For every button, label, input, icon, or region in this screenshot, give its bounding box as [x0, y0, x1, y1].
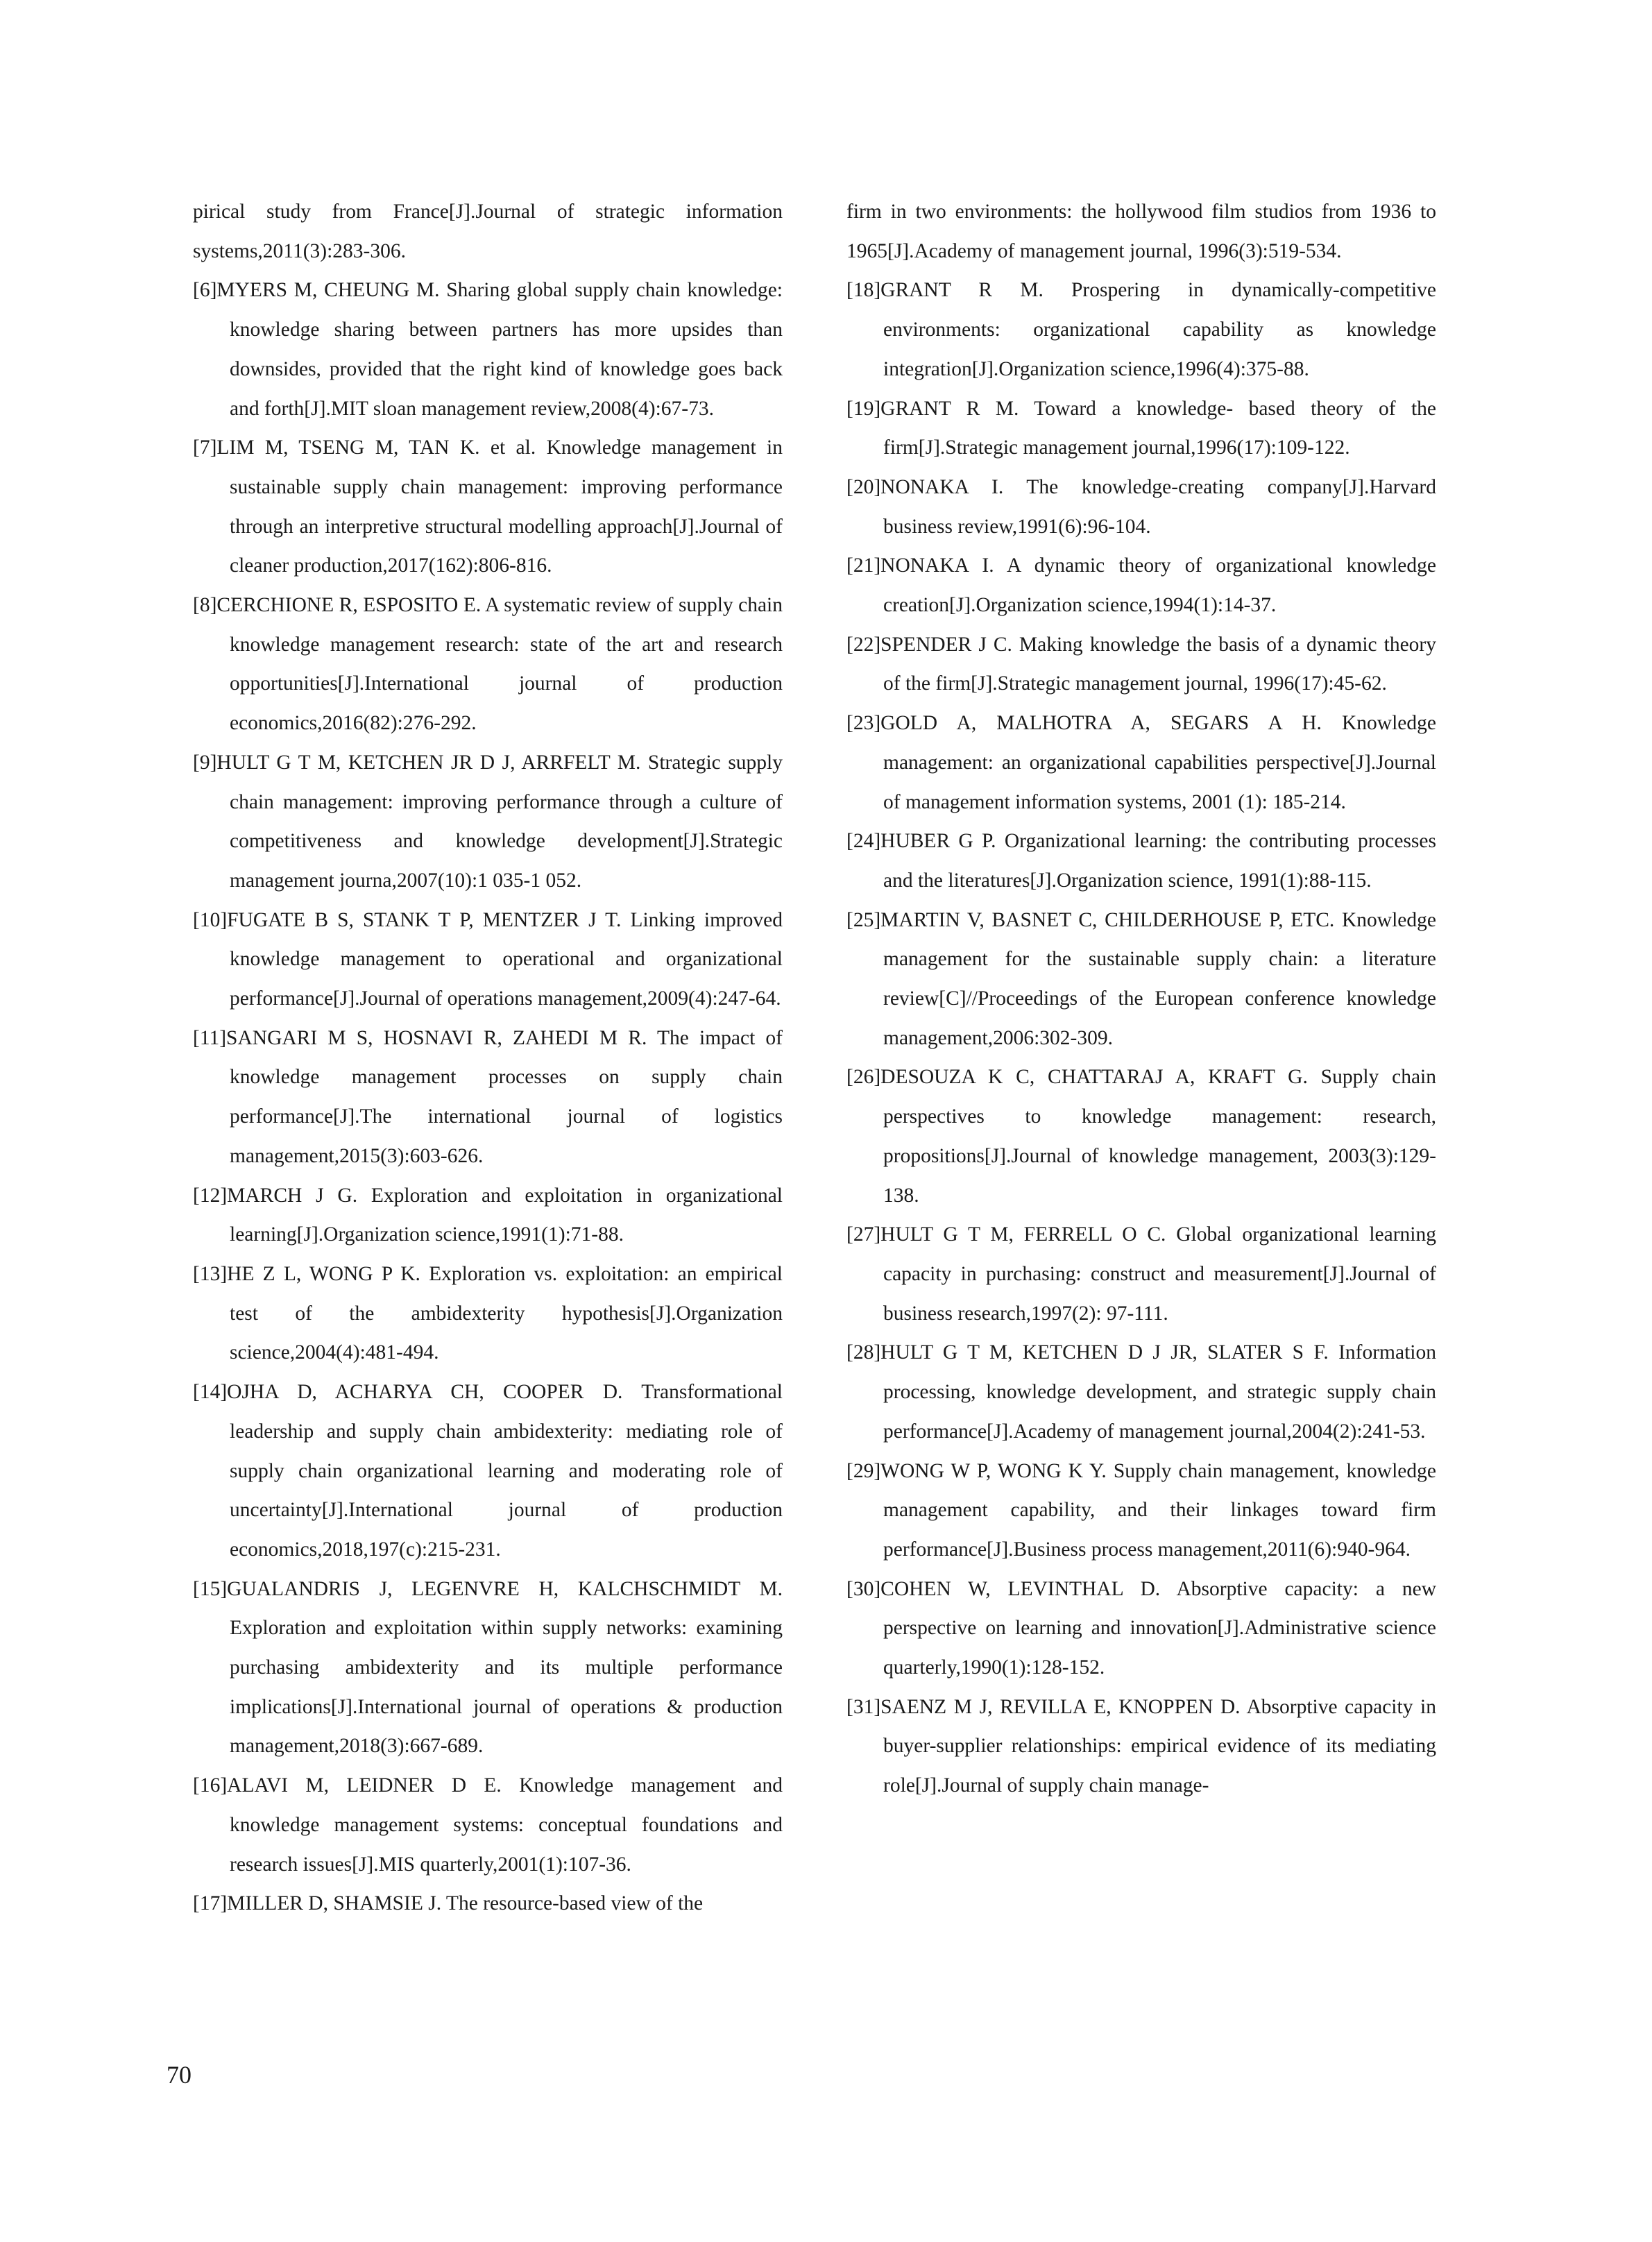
reference-entry: [14]OJHA D, ACHARYA CH, COOPER D. Transformational leadership and supply chain ambidexterity: mediating role of supply chain organizational learning and moderating role of uncertainty[J].International journal of production economics,2018,197(c):215-231.: [193, 1381, 783, 1561]
reference-entry: [9]HULT G T M, KETCHEN JR D J, ARRFELT M. Strategic supply chain management: improving performance through a culture of competitiveness and knowledge development[J].Strategic management journa,2007(10):1 035-1 052.: [193, 751, 783, 892]
reference-entry: [24]HUBER G P. Organizational learning: the contributing processes and the literatures[J].Organization science, 1991(1):88-115.: [846, 830, 1436, 892]
reference-entry: [15]GUALANDRIS J, LEGENVRE H, KALCHSCHMIDT M. Exploration and exploitation within supply networks: examining purchasing ambidexterity and its multiple performance implications[J].International journal of operations & production management,2018(3):667-689.: [193, 1577, 783, 1758]
reference-entry: [22]SPENDER J C. Making knowledge the basis of a dynamic theory of the firm[J].Strategic management journal, 1996(17):45-62.: [846, 633, 1436, 695]
reference-entry: [17]MILLER D, SHAMSIE J. The resource-based view of the: [193, 1892, 704, 1915]
reference-entry: [7]LIM M, TSENG M, TAN K. et al. Knowledge management in sustainable supply chain management: improving performance through an interpretive structural modelling approach[J].Journal of cleaner production,2017(162):806-816.: [193, 436, 783, 577]
reference-entry: [13]HE Z L, WONG P K. Exploration vs. exploitation: an empirical test of the ambidexterity hypothesis[J].Organization science,2004(4):481-494.: [193, 1262, 783, 1364]
reference-entry: [27]HULT G T M, FERRELL O C. Global organizational learning capacity in purchasing: construct and measurement[J].Journal of business research,1997(2): 97-111.: [846, 1223, 1436, 1325]
reference-entry: [26]DESOUZA K C, CHATTARAJ A, KRAFT G. Supply chain perspectives to knowledge management: research, propositions[J].Journal of knowledge management, 2003(3):129-138.: [846, 1066, 1436, 1207]
page-number: 70: [167, 2061, 191, 2089]
reference-entry: [16]ALAVI M, LEIDNER D E. Knowledge management and knowledge management systems: conceptual foundations and research issues[J].MIS quarterly,2001(1):107-36.: [193, 1774, 783, 1876]
reference-entry: [12]MARCH J G. Exploration and exploitation in organizational learning[J].Organization science,1991(1):71-88.: [193, 1184, 783, 1246]
reference-continuation: pirical study from France[J].Journal of strategic information systems,2011(3):283-306.: [193, 201, 783, 262]
reference-entry: [25]MARTIN V, BASNET C, CHILDERHOUSE P, ETC. Knowledge management for the sustainable supply chain: a literature review[C]//Proceedings of the European conference knowledge management,2006:302-309.: [846, 908, 1436, 1049]
left-reference-column: [193, 192, 783, 1923]
reference-entry: [31]SAENZ M J, REVILLA E, KNOPPEN D. Absorptive capacity in buyer-supplier relationships: empirical evidence of its mediating role[J].Journal of supply chain manage-: [846, 1695, 1436, 1797]
reference-continuation: firm in two environments: the hollywood film studios from 1936 to 1965[J].Academy of management journal, 1996(3):519-534.: [846, 201, 1436, 262]
reference-entry: [11]SANGARI M S, HOSNAVI R, ZAHEDI M R. The impact of knowledge management processes on supply chain performance[J].The international journal of logistics management,2015(3):603-626.: [193, 1026, 783, 1167]
reference-entry: [20]NONAKA I. The knowledge-creating company[J].Harvard business review,1991(6):96-104.: [846, 475, 1436, 538]
reference-entry: [19]GRANT R M. Toward a knowledge- based theory of the firm[J].Strategic management journal,1996(17):109-122.: [846, 397, 1436, 459]
reference-entry: [28]HULT G T M, KETCHEN D J JR, SLATER S F. Information processing, knowledge development, and strategic supply chain performance[J].Academy of management journal,2004(2):241-53.: [846, 1341, 1436, 1443]
reference-entry: [10]FUGATE B S, STANK T P, MENTZER J T. Linking improved knowledge management to operational and organizational performance[J].Journal of operations management,2009(4):247-64.: [193, 908, 783, 1010]
reference-entry: [23]GOLD A, MALHOTRA A, SEGARS A H. Knowledge management: an organizational capabilities perspective[J].Journal of management information systems, 2001 (1): 185-214.: [846, 712, 1436, 813]
right-reference-column: [846, 192, 1436, 1806]
reference-entry: [18]GRANT R M. Prospering in dynamically-competitive environments: organizational capability as knowledge integration[J].Organization science,1996(4):375-88.: [846, 279, 1436, 380]
reference-entry: [29]WONG W P, WONG K Y. Supply chain management, knowledge management capability, and their linkages toward firm performance[J].Business process management,2011(6):940-964.: [846, 1459, 1436, 1561]
reference-entry: [8]CERCHIONE R, ESPOSITO E. A systematic review of supply chain knowledge management research: state of the art and research opportunities[J].International journal of production economics,2016(82):276-292.: [193, 594, 783, 735]
reference-entry: [30]COHEN W, LEVINTHAL D. Absorptive capacity: a new perspective on learning and innovation[J].Administrative science quarterly,1990(1):128-152.: [846, 1577, 1436, 1679]
reference-entry: [21]NONAKA I. A dynamic theory of organizational knowledge creation[J].Organization science,1994(1):14-37.: [846, 554, 1436, 617]
reference-entry: [6]MYERS M, CHEUNG M. Sharing global supply chain knowledge: knowledge sharing between partners has more upsides than downsides, provided that the right kind of knowledge goes back and forth[J].MIT sloan management review,2008(4):67-73.: [193, 279, 783, 420]
